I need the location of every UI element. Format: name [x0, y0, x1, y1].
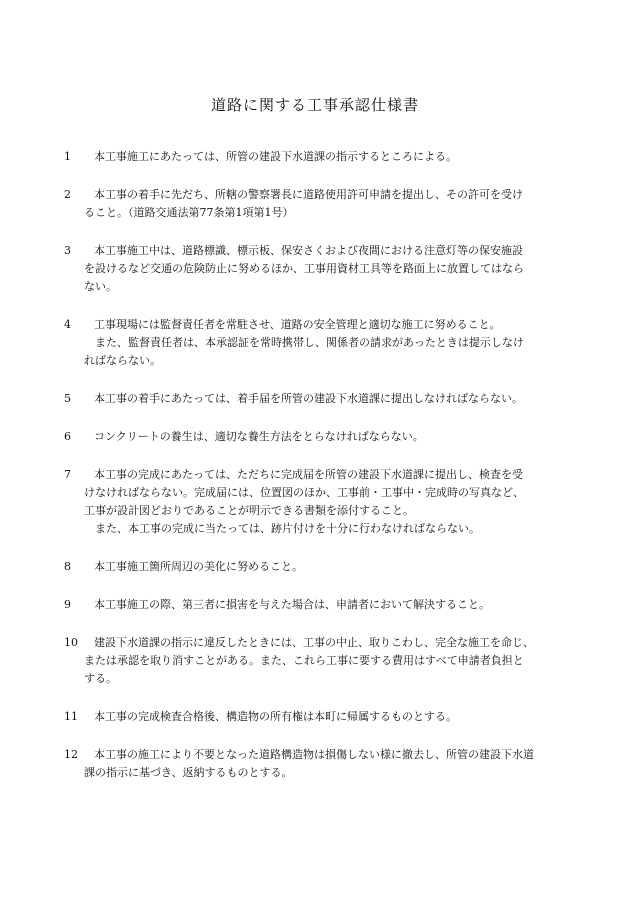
clause-number: 4: [64, 318, 71, 331]
clause-first-line: [64, 708, 564, 726]
clause-text-line: 本工事施工にあたっては、所管の建設下水道課の指示するところによる。: [94, 150, 457, 163]
clause-text-line: ること。（道路交通法第77条第1項第1号）: [84, 206, 294, 219]
document-title: 道路に関する工事承認仕様書: [210, 96, 419, 114]
clause-text-line: 課の指示に基づき、返納するものとする。: [84, 766, 293, 779]
clause-text-line: 本工事施工箇所周辺の美化に努めること。: [94, 560, 303, 573]
clause-item: [64, 242, 564, 296]
clause-first-line: [64, 390, 564, 408]
clause-first-line: [64, 242, 564, 260]
clause-first-line: [64, 428, 564, 446]
clause-item: [64, 746, 564, 782]
clause-text-line: また、本工事の完成に当たっては、跡片付けを十分に行わなければならない。: [84, 522, 480, 535]
clause-item: [64, 466, 564, 538]
clause-item: [64, 708, 564, 726]
clause-text-line: 本工事の完成にあたっては、ただちに完成届を所管の建設下水道課に提出し、検査を受: [94, 468, 523, 481]
clause-text-line: 本工事の着手にあたっては、着手届を所管の建設下水道課に提出しなければならない。: [94, 392, 523, 405]
clause-first-line: [64, 148, 564, 166]
clause-number: 9: [64, 598, 71, 611]
clause-text-line: 本工事の完成検査合格後、構造物の所有権は本町に帰属するものとする。: [94, 710, 457, 723]
clause-item: [64, 186, 564, 222]
clause-first-line: [64, 596, 564, 614]
clause-number: 10: [64, 636, 78, 649]
clause-text-line: 建設下水道課の指示に違反したときには、工事の中止、取りこわし、完全な施工を命じ、: [94, 636, 534, 649]
clause-text-line: 本工事の着手に先だち、所轄の警察署長に道路使用許可申請を提出し、その許可を受け: [94, 188, 523, 201]
clause-first-line: [64, 746, 564, 764]
clause-text-line: する。: [84, 672, 117, 685]
clause-number: 2: [64, 188, 71, 201]
clause-number: 6: [64, 430, 71, 443]
clause-text-line: コンクリートの養生は、適切な養生方法をとらなければならない。: [94, 430, 424, 443]
clause-first-line: [64, 466, 564, 484]
clause-text-line: また、監督責任者は、本承認証を常時携帯し、関係者の請求があったときは提示しなけ: [84, 336, 524, 349]
clause-text-line: を設けるなど交通の危険防止に努めるほか、工事用資材工具等を路面上に放置してはなら: [84, 262, 524, 275]
clause-text-line: 本工事施工中は、道路標識、標示板、保安さくおよび夜間における注意灯等の保安施設: [94, 244, 523, 257]
clause-item: [64, 316, 564, 370]
clause-text-line: 本工事の施工により不要となった道路構造物は損傷しない様に撤去し、所管の建設下水道: [94, 748, 534, 761]
clause-text-line: 工事が設計図どおりであることが明示できる書類を添付すること。: [84, 504, 414, 517]
clause-number: 12: [64, 748, 78, 761]
clause-item: [64, 558, 564, 576]
clause-first-line: [64, 558, 564, 576]
clause-text-line: ればならない。: [84, 354, 161, 367]
clause-number: 5: [64, 392, 71, 405]
clause-first-line: [64, 316, 564, 334]
clause-number: 1: [64, 150, 71, 163]
clause-text-line: けなければならない。完成届には、位置図のほか、工事前・工事中・完成時の写真など、: [84, 486, 524, 499]
clause-first-line: [64, 634, 564, 652]
clause-number: 8: [64, 560, 71, 573]
clause-text-line: 工事現場には監督責任者を常駐させ、道路の安全管理と適切な施工に努めること。: [94, 318, 501, 331]
clause-item: [64, 596, 564, 614]
clause-text-line: または承認を取り消すことがある。また、これら工事に要する費用はすべて申請者負担と: [84, 654, 524, 667]
clause-list: [64, 148, 564, 802]
clause-item: [64, 428, 564, 446]
clause-item: [64, 390, 564, 408]
clause-item: [64, 634, 564, 688]
clause-number: 3: [64, 244, 71, 257]
clause-item: [64, 148, 564, 166]
clause-text-line: 本工事施工の際、第三者に損害を与えた場合は、申請者において解決すること。: [94, 598, 490, 611]
clause-number: 7: [64, 468, 71, 481]
clause-text-line: ない。: [84, 280, 117, 293]
clause-number: 11: [64, 710, 78, 723]
clause-first-line: [64, 186, 564, 204]
